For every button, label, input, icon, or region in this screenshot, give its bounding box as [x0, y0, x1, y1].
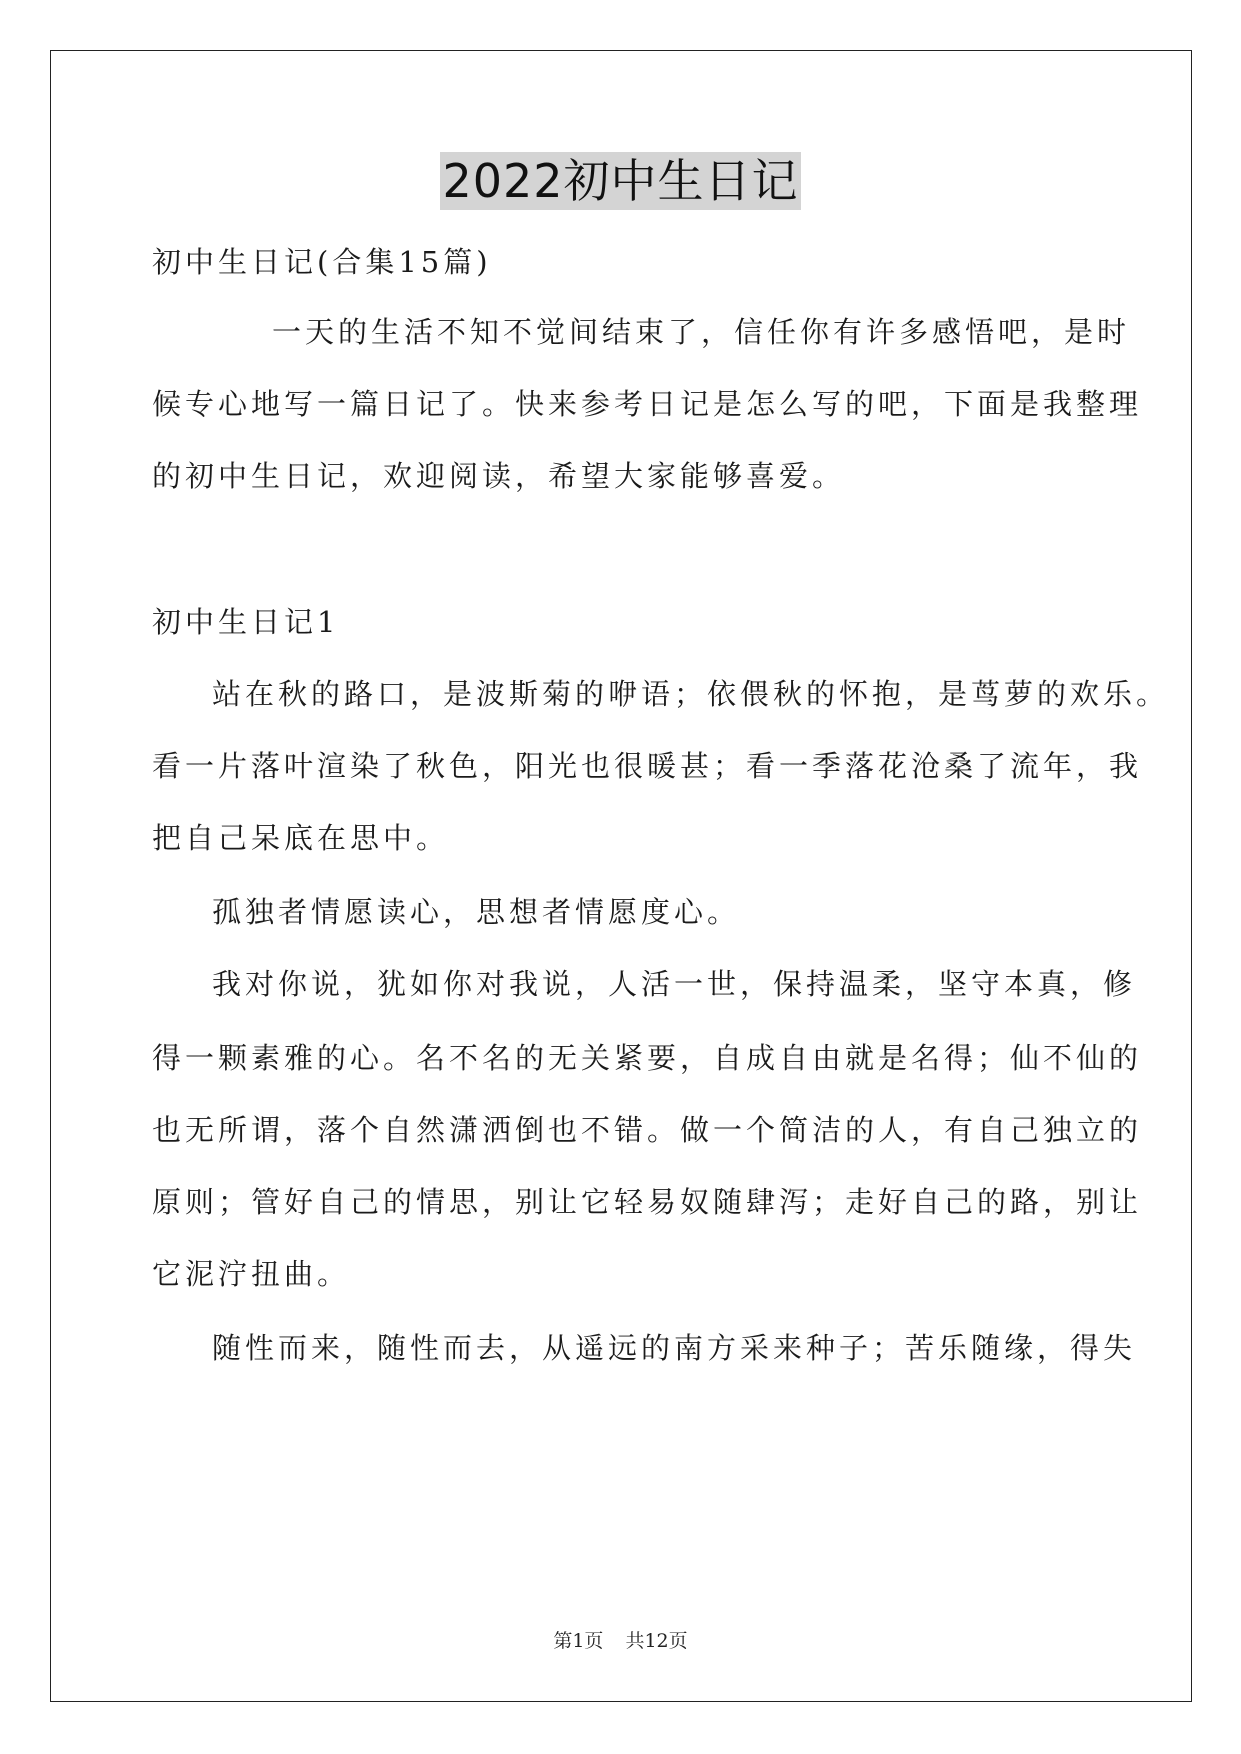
intro-line-3: 的初中生日记，欢迎阅读，希望大家能够喜爱。 — [152, 459, 846, 493]
body-line-1: 站在秋的路口，是波斯菊的咿语；依偎秋的怀抱，是茑萝的欢乐。 — [212, 677, 1170, 711]
body-line-5: 我对你说，犹如你对我说，人活一世，保持温柔，坚守本真，修 — [212, 967, 1137, 1001]
body-line-9: 它泥泞扭曲。 — [152, 1257, 351, 1291]
body-line-7: 也无所谓，落个自然潇洒倒也不错。做一个简洁的人，有自己独立的 — [152, 1113, 1143, 1147]
document-subtitle: 初中生日记(合集15篇) — [152, 245, 492, 279]
body-line-8: 原则；管好自己的情思，别让它轻易奴随肆泻；走好自己的路，别让 — [152, 1185, 1143, 1219]
body-line-10: 随性而来，随性而去，从遥远的南方采来种子；苦乐随缘，得失 — [212, 1331, 1137, 1365]
body-line-6: 得一颗素雅的心。名不名的无关紧要，自成自由就是名得；仙不仙的 — [152, 1041, 1143, 1075]
page-footer — [0, 1628, 1241, 1654]
total-pages: 共12页 — [625, 1630, 688, 1652]
section-heading: 初中生日记1 — [152, 605, 340, 639]
page-border — [50, 50, 1192, 1702]
page-number: 第1页 — [553, 1630, 604, 1652]
document-title: 2022初中生日记 — [442, 154, 799, 208]
body-line-3: 把自己呆底在思中。 — [152, 821, 450, 855]
intro-line-1: 一天的生活不知不觉间结束了，信任你有许多感悟吧，是时 — [272, 315, 1131, 349]
intro-line-2: 候专心地写一篇日记了。快来参考日记是怎么写的吧，下面是我整理 — [152, 387, 1143, 421]
body-line-2: 看一片落叶渲染了秋色，阳光也很暖甚；看一季落花沧桑了流年，我 — [152, 749, 1143, 783]
body-line-4: 孤独者情愿读心，思想者情愿度心。 — [212, 895, 741, 929]
title-container — [0, 152, 1241, 210]
